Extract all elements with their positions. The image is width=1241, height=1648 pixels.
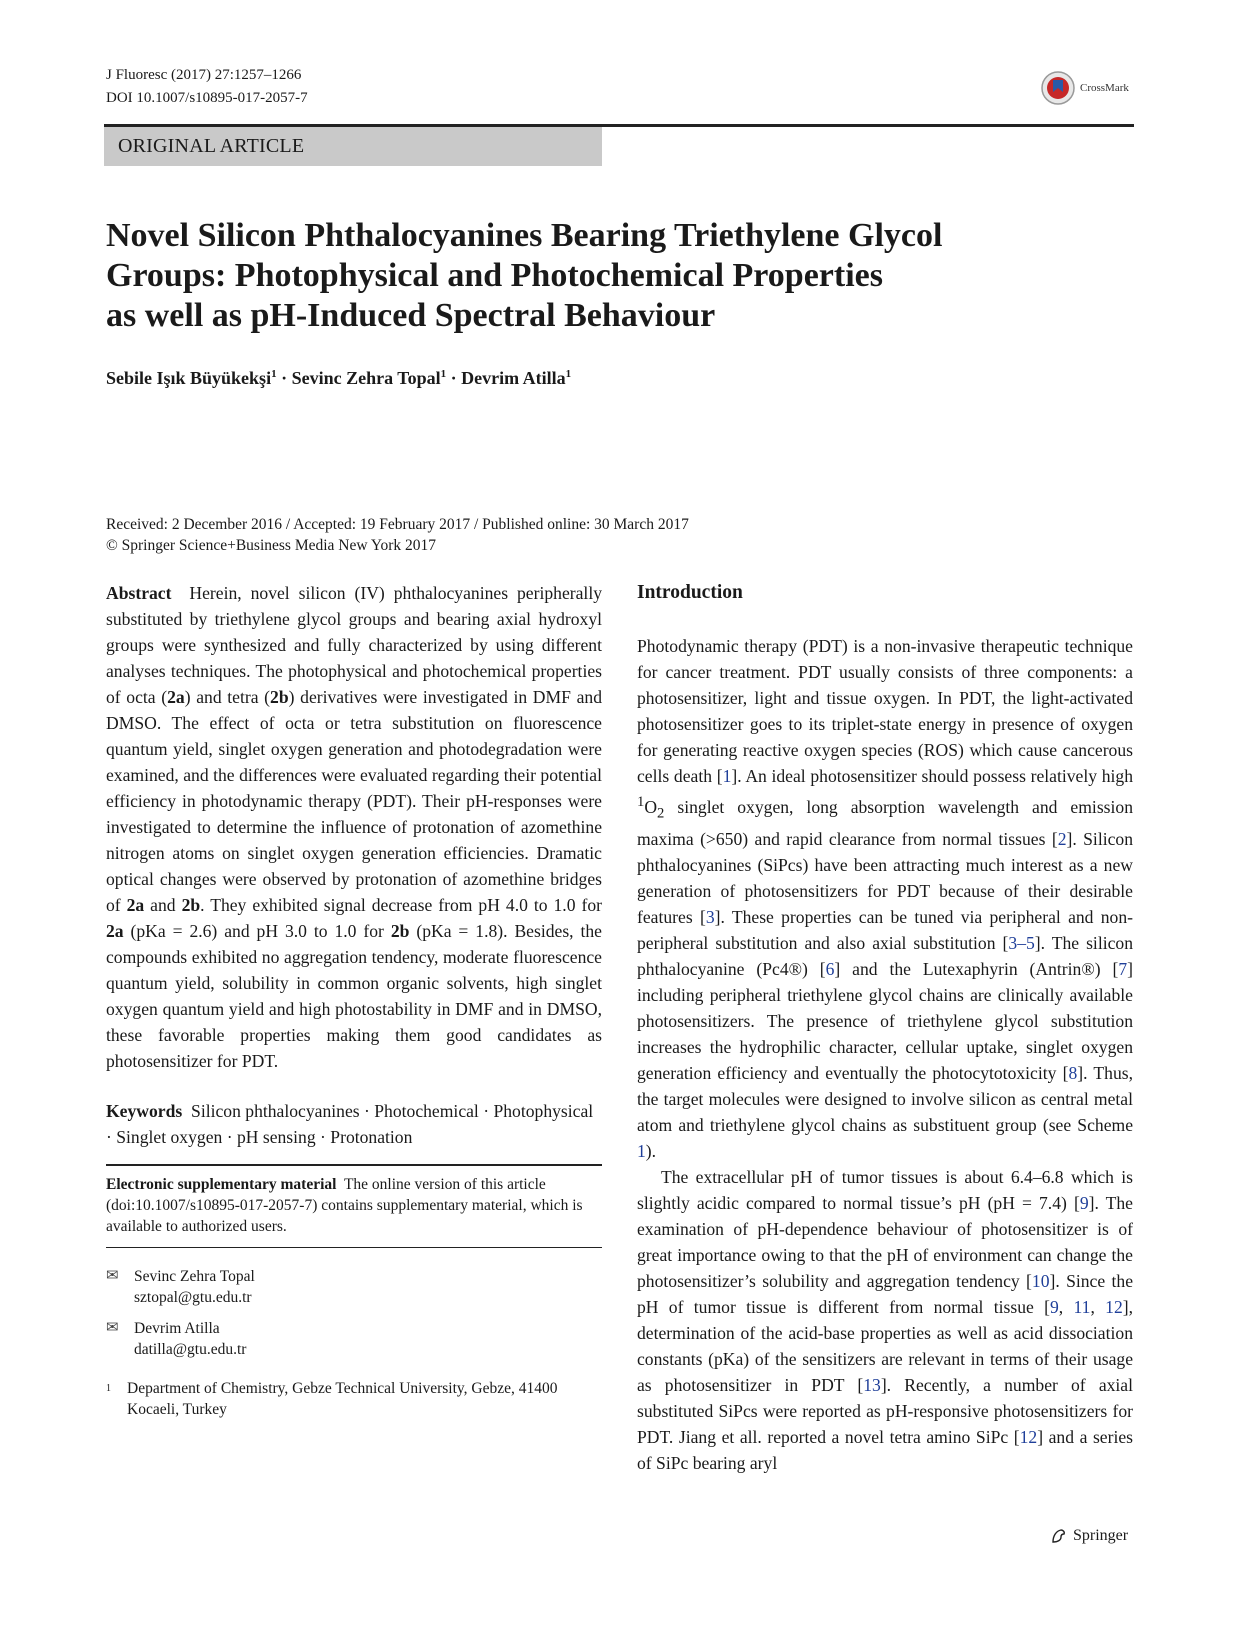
citation-link[interactable]: 9 (1049, 1297, 1059, 1318)
abstract: Abstract Herein, novel silicon (IV) phthalocyanines peripherally substituted by triethylene glycol groups and bearing axial hydroxyl groups were synthesized and fully characterized by using different analyses techniques. The photophysical and photochemical properties of octa (2a) and tetra (2b) derivatives were investigated in DMF and DMSO. The effect of octa or tetra substitution on fluorescence quantum yield, singlet oxygen generation and photodegradation were examined, and the differences were evaluated regarding their potential efficiency in photodynamic therapy (PDT). Their pH-responses were investigated to determine the influence of protonation of azomethine nitrogen atoms on singlet oxygen generation efficiencies. Dramatic optical changes were observed by protonation of azomethine bridges of 2a and 2b. They exhibited signal decrease from pH 4.0 to 1.0 for 2a (pKa = 2.6) and pH 3.0 to 1.0 for 2b (pKa = 1.8). Besides, the compounds exhibited no aggregation tendency, moderate fluorescence quantum yield, solubility in common organic solvents, high singlet oxygen quantum yield and high photostability in DMF and in DMSO, these favorable properties making them good candidates as photosensitizer for PDT. (106, 583, 602, 1071)
springer-horse-icon (1050, 1527, 1068, 1545)
author-name[interactable]: Devrim Atilla (461, 368, 566, 388)
author-affil: 1 (271, 368, 277, 380)
author-affil: 1 (440, 368, 447, 380)
intro-paragraph: The extracellular pH of tumor tissues is about 6.4–6.8 which is slightly acidic compared to normal tissue’s pH (pH = 7.4) [9]. The examination of pH-dependence behaviour of photosensitizer is of great importance owing to that the pH of environment can change the photosensitizer’s solubility and aggregation tendency [10]. Since the pH of tumor tissue is different from normal tissue [9, 11, 12], determination of the acid-base properties as well as acid dissociation constants (pKa) of the sensitizers are relevant in terms of their usage as photosensitizer in PDT [13]. Recently, a number of axial substituted SiPcs were reported as pH-responsive photosensitizers for PDT. Jiang et all. reported a novel tetra amino SiPc [12] and a series of SiPc bearing aryl (637, 1167, 1134, 1474)
author-list: Sebile Işık Büyükekşi$^1$ · Sevinc Zehra Topal$^1$ · Devrim Atilla$^1$ (106, 368, 572, 388)
crossmark-icon (1040, 70, 1076, 106)
citation-link[interactable]: 1 (722, 766, 732, 786)
citation-link[interactable]: 12 (1105, 1297, 1123, 1318)
title-line: Novel Silicon Phthalocyanines Bearing Triethylene Glycol (106, 217, 943, 254)
left-column (106, 580, 602, 1420)
contact-name: Devrim Atilla (134, 1320, 220, 1337)
citation-link[interactable]: 9 (1079, 1193, 1089, 1214)
title-line: Groups: Photophysical and Photochemical Properties (106, 257, 883, 294)
contact-entry (106, 1266, 602, 1308)
keywords (106, 1098, 602, 1150)
article-type-banner: ORIGINAL ARTICLE (104, 127, 602, 166)
keywords-label: Keywords (106, 1101, 183, 1121)
paper-title (106, 216, 1106, 336)
citation-link[interactable]: 2 (1057, 829, 1067, 850)
copyright-line: © Springer Science+Business Media New York 2017 (106, 537, 437, 554)
title-line: as well as pH-Induced Spectral Behaviour (106, 297, 716, 334)
keywords-text: Silicon phthalocyanines · Photochemical · Photophysical · Singlet oxygen · pH sensing · Protonation (106, 1101, 594, 1147)
publication-dates (106, 514, 689, 556)
citation-link[interactable]: 3 (705, 907, 715, 928)
contact-email[interactable]: datilla@gtu.edu.tr (134, 1341, 247, 1358)
publisher-name: Springer (1073, 1527, 1129, 1544)
crossmark-label: CrossMark (1080, 82, 1129, 94)
affiliation-number: 1 (106, 1383, 111, 1394)
citation-link[interactable]: 12 (1019, 1427, 1038, 1448)
author-name[interactable]: Sebile Işık Büyükekşi (106, 368, 272, 388)
dates-line: Received: 2 December 2016 / Accepted: 19 February 2017 / Published online: 30 March 2017 (106, 516, 689, 533)
citation-link[interactable]: 10 (1031, 1271, 1050, 1292)
citation-link[interactable]: 11 (1073, 1297, 1091, 1318)
citation-link[interactable]: 8 (1068, 1063, 1078, 1084)
supplementary-note: Electronic supplementary material The online version of this article (doi:10.1007/s10895-017-2057-7) contains supplementary material, which is available to authorized users. (106, 1176, 583, 1235)
introduction-heading: Introduction (637, 582, 743, 603)
citation-link[interactable]: 7 (1118, 959, 1128, 980)
intro-paragraph: Photodynamic therapy (PDT) is a non-invasive therapeutic technique for cancer treatment. PDT usually consists of three components: a photosensitizer, light and tissue oxygen. In PDT, the light-activated photosensitizer goes to its triplet-state energy in presence of oxygen for generating reactive oxygen species (ROS) which cause cancerous cells death [1]. An ideal photosensitizer should possess relatively high $^1O_2$ singlet oxygen, long absorption wavelength and emission maxima (>650) and rapid clearance from normal tissues [2]. Silicon phthalocyanines (SiPcs) have been attracting much interest as a new generation of photosensitizers for PDT because of their desirable features [3]. These properties can be tuned via peripheral and non-peripheral substitution and also axial substitution [3–5]. The silicon phthalocyanine (Pc4®) [6] and the Lutexaphyrin (Antrin®) [7] including peripheral triethylene glycol chains are clinically available photosensitizers. The presence of triethylene glycol substitution increases the hydrophilic character, cellular uptake, singlet oxygen generation efficiency and eventually the photocytotoxicity [8]. Thus, the target molecules were designed to involve silicon as central metal atom and triethylene glycol chains as substituent group (see Scheme 1). (637, 636, 1134, 1162)
envelope-icon: ✉ (106, 1320, 119, 1336)
affiliation (106, 1378, 602, 1420)
contact-email[interactable]: sztopal@gtu.edu.tr (134, 1289, 252, 1306)
affiliation-text: Department of Chemistry, Gebze Technical University, Gebze, 41400 Kocaeli, Turkey (127, 1380, 558, 1418)
citation-link[interactable]: 13 (863, 1375, 881, 1396)
citation-link[interactable]: 6 (825, 959, 835, 980)
publisher-logo (1050, 1527, 1128, 1545)
author-name[interactable]: Sevinc Zehra Topal (291, 368, 441, 388)
author-affil: 1 (565, 368, 572, 380)
journal-citation (106, 64, 308, 110)
contact-entry (106, 1318, 602, 1360)
doi-line: DOI 10.1007/s10895-017-2057-7 (106, 90, 308, 106)
scheme-link[interactable]: 1 (637, 1141, 646, 1162)
abstract-label: Abstract (106, 583, 172, 603)
journal-line: J Fluoresc (2017) 27:1257–1266 (106, 67, 302, 83)
crossmark-badge[interactable] (1040, 70, 1129, 106)
contact-name: Sevinc Zehra Topal (134, 1268, 255, 1285)
esm-divider-bottom (106, 1247, 602, 1248)
citation-link[interactable]: 3–5 (1008, 933, 1035, 954)
right-column (637, 580, 1133, 1476)
envelope-icon: ✉ (106, 1268, 119, 1284)
